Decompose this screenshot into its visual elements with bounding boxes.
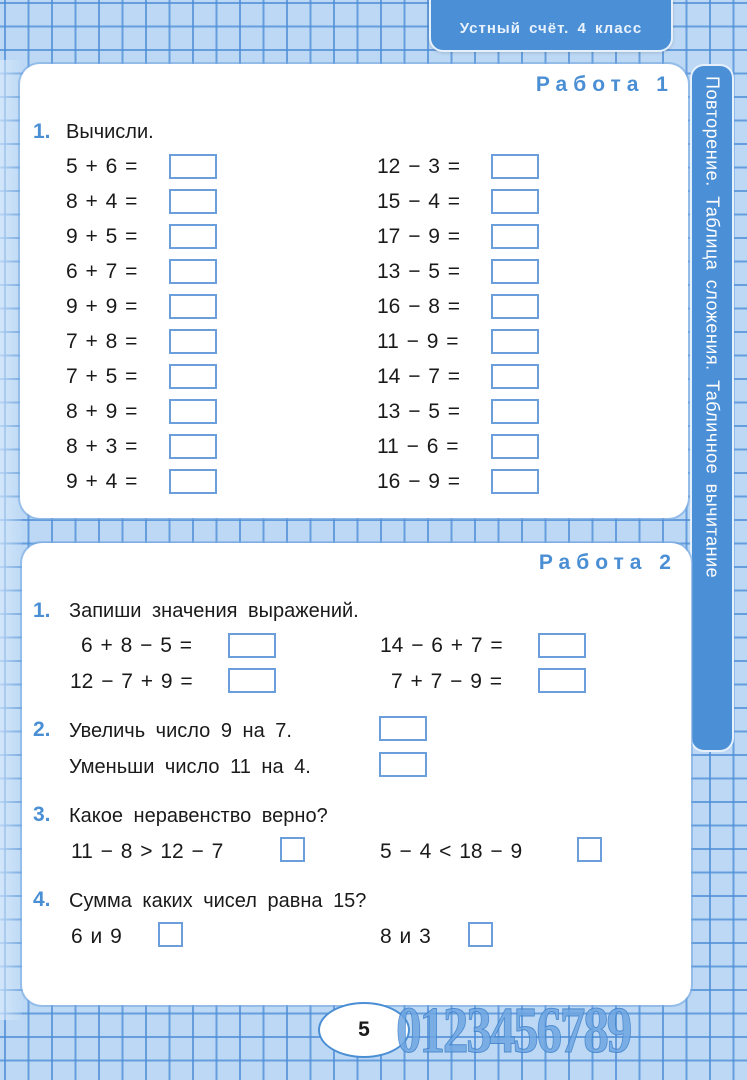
expression: 14 − 6 + 7 = [380, 634, 503, 657]
task-text: Запиши значения выражений. [69, 600, 359, 622]
task-number: 1. [33, 120, 51, 143]
work-2-panel [22, 543, 691, 1005]
expression: 5 + 6 = [66, 155, 138, 178]
expression: 12 − 7 + 9 = [70, 670, 193, 693]
expression: 9 + 9 = [66, 295, 138, 318]
answer-box[interactable] [491, 189, 539, 214]
checkbox[interactable] [158, 922, 183, 947]
answer-box[interactable] [169, 154, 217, 179]
inequality-option: 11 − 8 > 12 − 7 [71, 840, 224, 863]
expression: 11 − 9 = [377, 330, 459, 353]
expression: 13 − 5 = [377, 400, 461, 423]
expression: 12 − 3 = [377, 155, 461, 178]
expression: 8 + 4 = [66, 190, 138, 213]
sum-option: 8 и 3 [380, 925, 431, 948]
answer-box[interactable] [169, 364, 217, 389]
expression: 8 + 3 = [66, 435, 138, 458]
expression: 7 + 7 − 9 = [391, 670, 503, 693]
answer-box[interactable] [491, 154, 539, 179]
task-number: 2. [33, 718, 51, 741]
work-1-panel [20, 64, 688, 518]
expression: 7 + 5 = [66, 365, 138, 388]
answer-box[interactable] [228, 633, 276, 658]
answer-box[interactable] [169, 224, 217, 249]
answer-box[interactable] [491, 434, 539, 459]
inequality-option: 5 − 4 < 18 − 9 [380, 840, 523, 863]
expression: 13 − 5 = [377, 260, 461, 283]
answer-box[interactable] [169, 469, 217, 494]
expression: 9 + 4 = [66, 470, 138, 493]
side-topic-label: Повторение. Таблица сложения. Табличное вычитание [702, 76, 723, 579]
answer-box[interactable] [491, 364, 539, 389]
work-1-title: Работа 1 [535, 73, 674, 96]
expression: 15 − 4 = [377, 190, 461, 213]
answer-box[interactable] [169, 329, 217, 354]
checkbox[interactable] [468, 922, 493, 947]
answer-box[interactable] [169, 189, 217, 214]
expression: 16 − 9 = [377, 470, 461, 493]
left-decoration [0, 60, 22, 1020]
task-number: 4. [33, 888, 51, 911]
answer-box[interactable] [379, 752, 427, 777]
answer-box[interactable] [169, 434, 217, 459]
answer-box[interactable] [228, 668, 276, 693]
answer-box[interactable] [491, 329, 539, 354]
answer-box[interactable] [491, 469, 539, 494]
sum-option: 6 и 9 [71, 925, 122, 948]
checkbox[interactable] [577, 837, 602, 862]
task-text: Вычисли. [66, 121, 154, 143]
answer-box[interactable] [169, 259, 217, 284]
expression: 6 + 7 = [66, 260, 138, 283]
digits-decoration: 0123456789 [396, 994, 630, 1067]
header-tab [429, 0, 673, 52]
expression: 7 + 8 = [66, 330, 138, 353]
expression: 17 − 9 = [377, 225, 461, 248]
side-topic-tab [690, 64, 734, 752]
answer-box[interactable] [379, 716, 427, 741]
answer-box[interactable] [491, 294, 539, 319]
answer-box[interactable] [491, 259, 539, 284]
expression: 16 − 8 = [377, 295, 461, 318]
task-number: 3. [33, 803, 51, 826]
task-text: Какое неравенство верно? [69, 805, 328, 827]
answer-box[interactable] [538, 633, 586, 658]
header-title: Устный счёт. 4 класс [459, 20, 643, 37]
task-text: Увеличь число 9 на 7. [69, 720, 292, 742]
expression: 9 + 5 = [66, 225, 138, 248]
expression: 11 − 6 = [377, 435, 459, 458]
expression: 14 − 7 = [377, 365, 461, 388]
answer-box[interactable] [169, 294, 217, 319]
task-number: 1. [33, 599, 51, 622]
checkbox[interactable] [280, 837, 305, 862]
task-text: Сумма каких чисел равна 15? [69, 890, 367, 912]
page-number-label: 5 [358, 1018, 370, 1041]
answer-box[interactable] [169, 399, 217, 424]
expression: 8 + 9 = [66, 400, 138, 423]
work-2-title: Работа 2 [538, 551, 677, 574]
answer-box[interactable] [491, 224, 539, 249]
expression: 6 + 8 − 5 = [81, 634, 193, 657]
answer-box[interactable] [538, 668, 586, 693]
answer-box[interactable] [491, 399, 539, 424]
task-text: Уменьши число 11 на 4. [69, 756, 311, 778]
